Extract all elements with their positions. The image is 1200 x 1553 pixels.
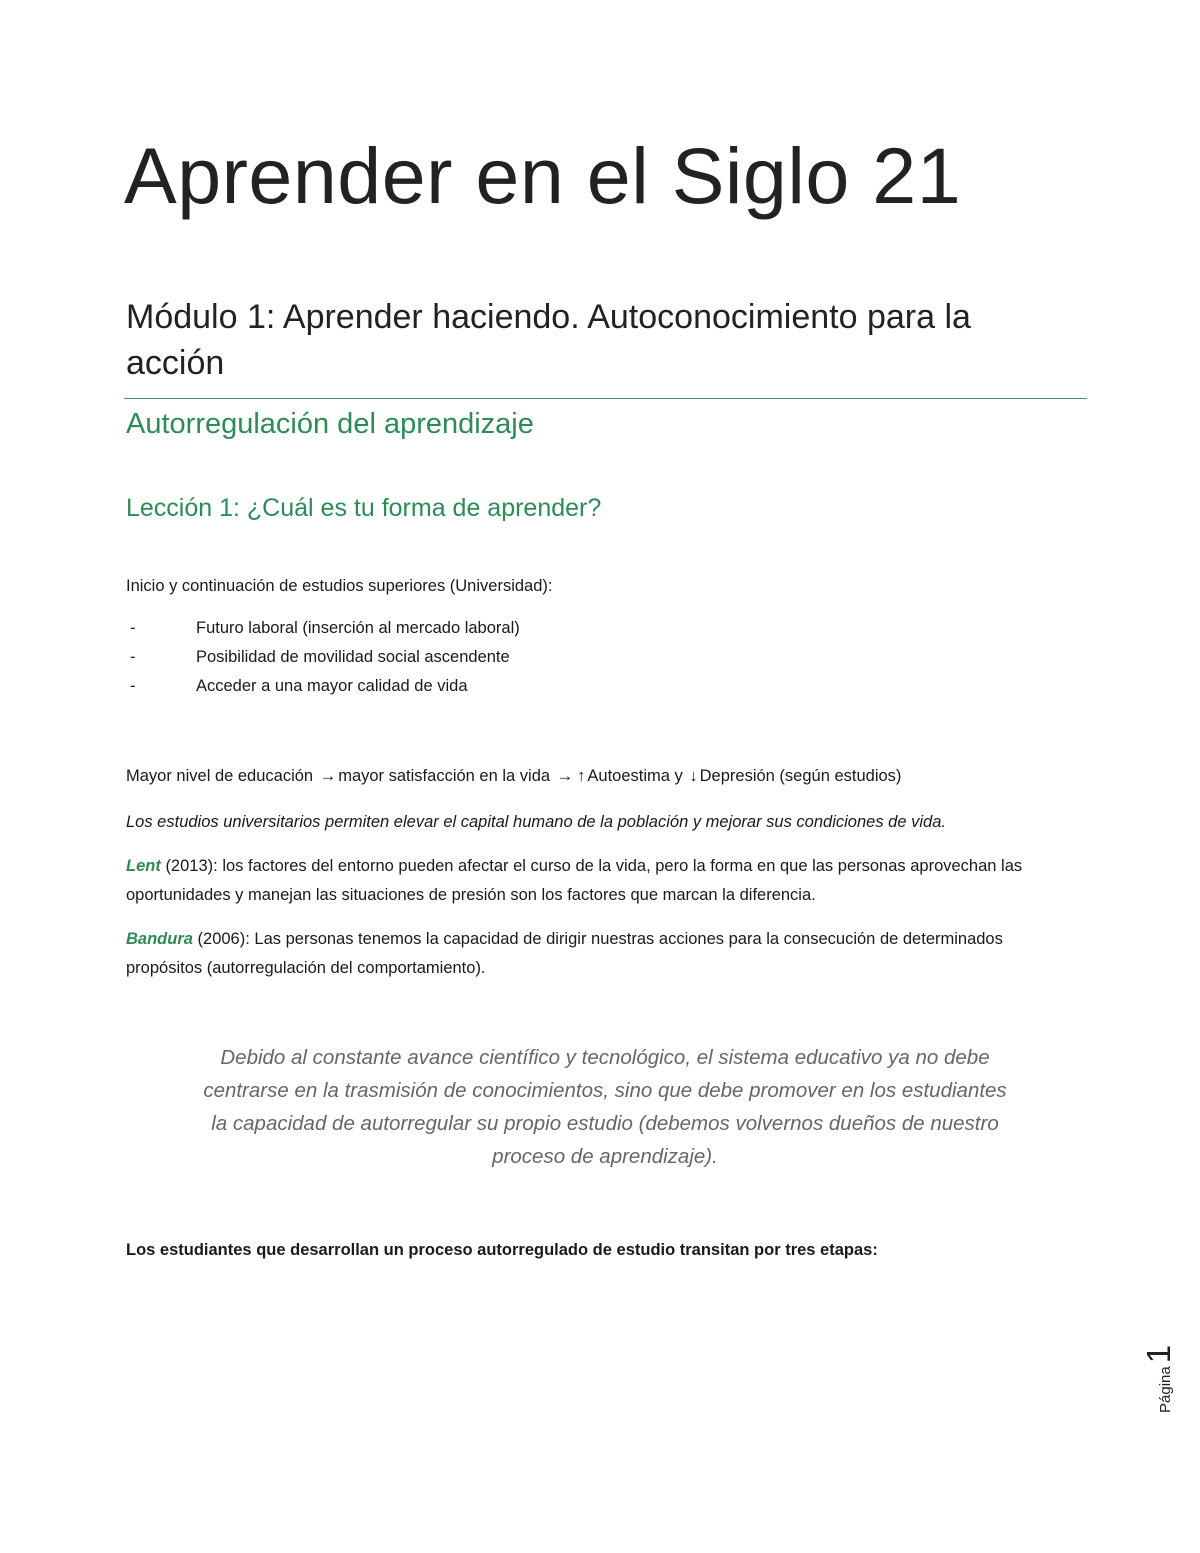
arrow-down-icon: ↓ — [689, 767, 698, 785]
bandura-paragraph — [126, 925, 1066, 983]
chain-part: Depresión (según estudios) — [699, 767, 902, 785]
list-item — [126, 643, 520, 672]
chain-part: Autoestima y — [587, 767, 683, 785]
chain-part: Mayor nivel de educación — [126, 767, 314, 785]
author-name: Lent — [126, 857, 161, 875]
pull-quote: Debido al constante avance científico y tecnológico, el sistema educativo ya no debe centrarse en la trasmisión de conocimientos, sino que debe promover en los estudiantes la capacidad de autorregular su propio estudio (debemos volvernos dueños de nuestro proceso de aprendizaje). — [203, 1046, 1007, 1168]
heading-divider — [124, 398, 1087, 399]
citation-year: (2006): — [197, 930, 250, 948]
list-item — [126, 672, 520, 701]
bullet-dash: - — [130, 648, 136, 666]
list-item-text: Posibilidad de movilidad social ascendente — [196, 648, 510, 666]
page-number-footer — [1112, 1328, 1192, 1418]
arrow-up-icon: ↑ — [577, 767, 586, 785]
chain-part: mayor satisfacción en la vida — [338, 767, 551, 785]
document-title: Aprender en el Siglo 21 — [124, 131, 962, 220]
section-heading: Autorregulación del aprendizaje — [126, 408, 534, 440]
list-item-text: Futuro laboral (inserción al mercado laboral) — [196, 619, 520, 637]
bullet-list — [126, 614, 520, 701]
page-label: Página — [1157, 1366, 1174, 1413]
citation-text: Las personas tenemos la capacidad de dirigir nuestras acciones para la consecución de determinados propósitos (autorregulación del comportamiento). — [126, 930, 1003, 977]
intro-paragraph: Inicio y continuación de estudios superiores (Universidad): — [126, 577, 553, 595]
module-heading: Módulo 1: Aprender haciendo. Autoconocimiento para la acción — [126, 298, 971, 382]
lesson-heading: Lección 1: ¿Cuál es tu forma de aprender? — [126, 494, 602, 522]
lent-paragraph — [126, 852, 1066, 910]
education-chain-line — [126, 762, 901, 790]
citation-text: los factores del entorno pueden afectar el curso de la vida, pero la forma en que las personas aprovechan las oportunidades y manejan las situaciones de presión son los factores que marcan la diferencia. — [126, 857, 1023, 904]
bullet-dash: - — [130, 619, 136, 637]
arrow-right-icon: → — [556, 767, 574, 785]
italic-statement: Los estudios universitarios permiten elevar el capital humano de la población y mejorar sus condiciones de vida. — [126, 813, 946, 831]
page-number: 1 — [1140, 1344, 1177, 1364]
stages-intro: Los estudiantes que desarrollan un proceso autorregulado de estudio transitan por tres etapas: — [126, 1241, 878, 1259]
arrow-right-icon: → — [319, 767, 337, 785]
bullet-dash: - — [130, 677, 136, 695]
list-item-text: Acceder a una mayor calidad de vida — [196, 677, 468, 695]
citation-year: (2013): — [165, 857, 218, 875]
list-item — [126, 614, 520, 643]
author-name: Bandura — [126, 930, 193, 948]
